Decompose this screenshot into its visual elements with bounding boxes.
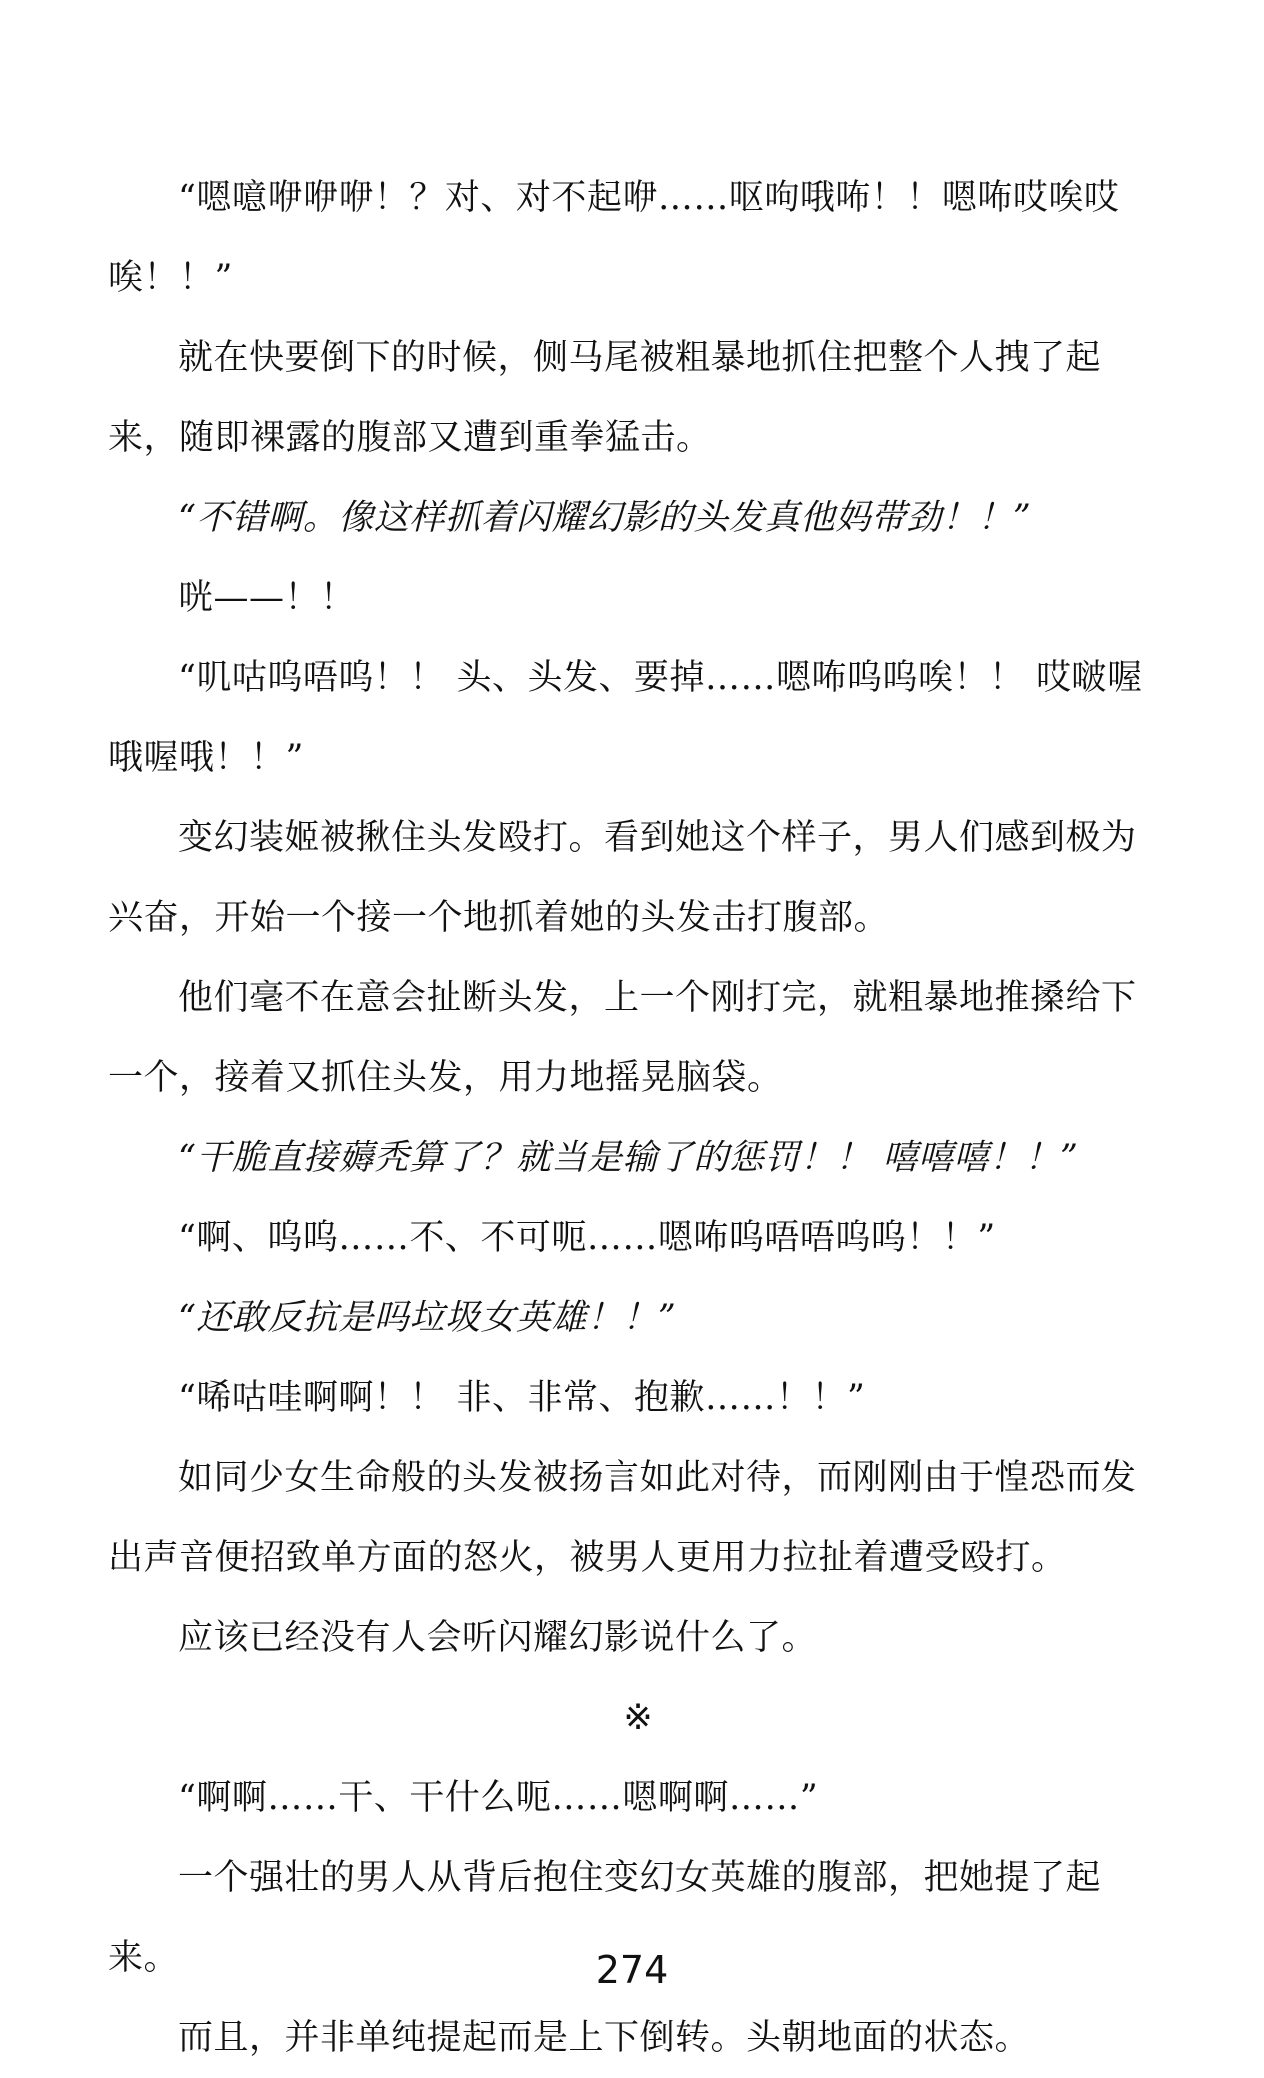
- paragraph: “还敢反抗是吗垃圾女英雄！！”: [178, 1298, 677, 1338]
- paragraph: 他们毫不在意会扯断头发，上一个刚打完，就粗暴地推搡给下一个，接着又抓住头发，用力地摇晃脑袋。: [108, 978, 1137, 1098]
- paragraph: “啊啊……干、干什么呃……嗯啊啊……”: [178, 1778, 819, 1818]
- paragraph: 一个强壮的男人从背后抱住变幻女英雄的腹部，把她提了起来。: [108, 1858, 1102, 1978]
- paragraph: 应该已经没有人会听闪耀幻影说什么了。: [178, 1618, 818, 1658]
- paragraph: “啊、呜呜……不、不可呃……嗯咘呜唔唔呜呜！！”: [178, 1218, 996, 1258]
- paragraph: 而且，并非单纯提起而是上下倒转。头朝地面的状态。: [178, 2018, 1031, 2058]
- paragraph: “唏咕哇啊啊！！ 非、非常、抱歉……！！”: [178, 1378, 866, 1418]
- paragraph: 就在快要倒下的时候，侧马尾被粗暴地抓住把整个人拽了起来，随即裸露的腹部又遭到重拳猛击。: [108, 338, 1102, 458]
- paragraph: “叽咕呜唔呜！！ 头、头发、要掉……嗯咘呜呜唉！！ 哎啵喔哦喔哦！！”: [108, 658, 1143, 778]
- paragraph: 咣——！！: [178, 578, 356, 618]
- paragraph: 如同少女生命般的头发被扬言如此对待，而刚刚由于惶恐而发出声音便招致单方面的怒火，被男人更用力拉扯着遭受殴打。: [108, 1458, 1137, 1578]
- paragraph: “嗯噫咿咿咿！？对、对不起咿……呕呴哦咘！！嗯咘哎唉哎唉！！”: [108, 178, 1120, 298]
- paragraph: “不错啊。像这样抓着闪耀幻影的头发真他妈带劲！！”: [178, 498, 1032, 538]
- page-number: 274: [595, 1948, 669, 1992]
- body-text: [108, 158, 1168, 2078]
- paragraph: “干脆直接薅秃算了？就当是输了的惩罚！！ 嘻嘻嘻！！”: [178, 1138, 1079, 1178]
- section-separator: ※: [623, 1698, 653, 1738]
- paragraph: 变幻装姬被揪住头发殴打。看到她这个样子，男人们感到极为兴奋，开始一个接一个地抓着她的头发击打腹部。: [108, 818, 1137, 938]
